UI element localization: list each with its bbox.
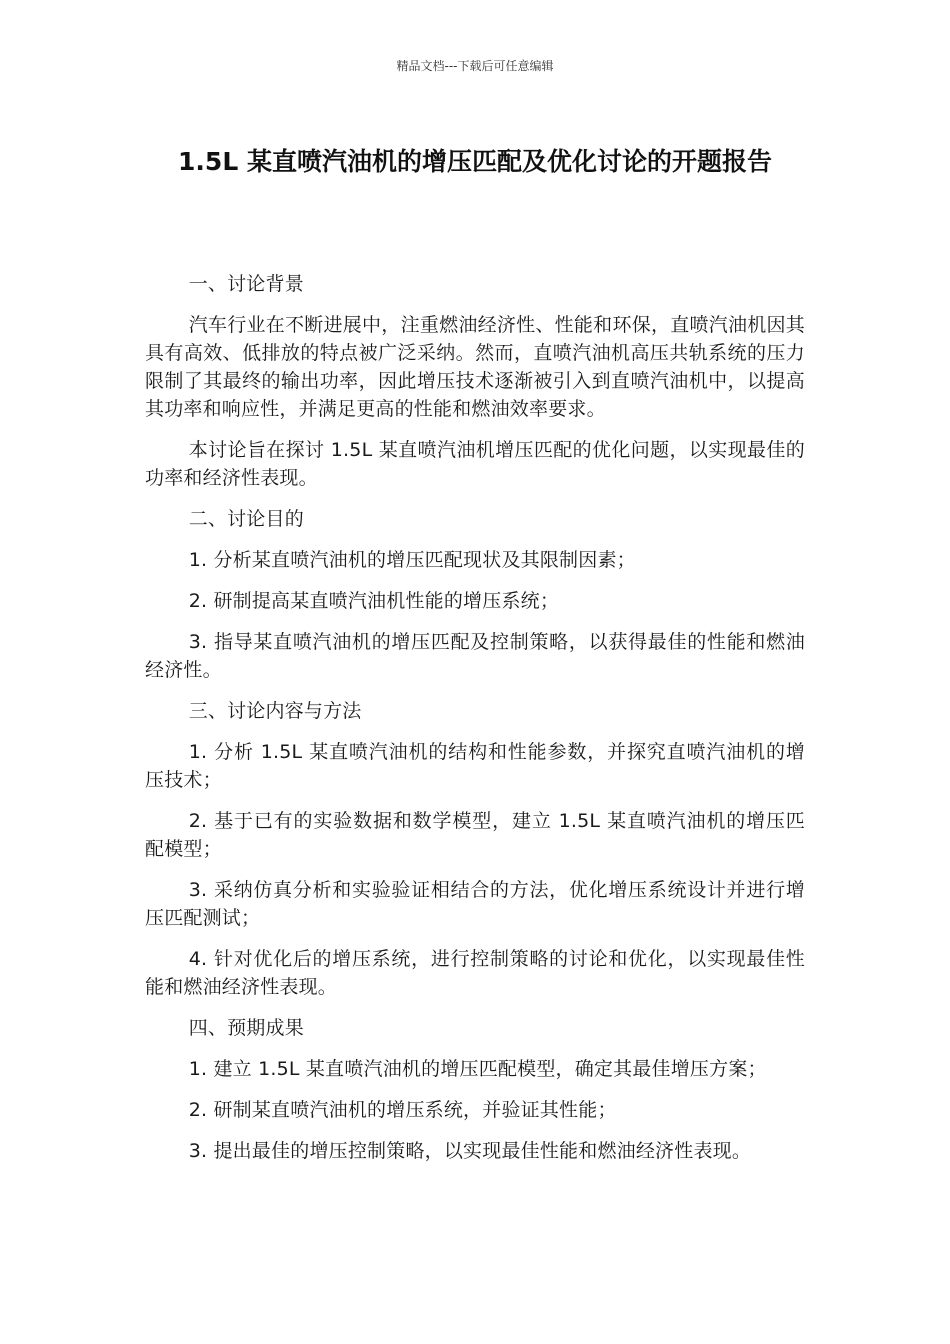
list-item: 2. 基于已有的实验数据和数学模型，建立 1.5L 某直喷汽油机的增压匹配模型； [145,810,805,860]
document-body [145,270,805,1178]
section-heading-content-methods: 三、讨论内容与方法 [188,700,362,722]
list-item: 1. 分析 1.5L 某直喷汽油机的结构和性能参数，并探究直喷汽油机的增压技术； [145,741,805,791]
list-item: 2. 研制某直喷汽油机的增压系统，并验证其性能； [188,1099,617,1121]
list-item: 4. 针对优化后的增压系统，进行控制策略的讨论和优化，以实现最佳性能和燃油经济性表现。 [145,948,805,998]
list-item: 3. 提出最佳的增压控制策略，以实现最佳性能和燃油经济性表现。 [188,1140,752,1162]
paragraph-research-aim: 本讨论旨在探讨 1.5L 某直喷汽油机增压匹配的优化问题，以实现最佳的功率和经济性表现。 [145,439,805,489]
section-heading-objectives: 二、讨论目的 [188,508,304,530]
document-title: 1.5L 某直喷汽油机的增压匹配及优化讨论的开题报告 [178,147,772,176]
list-item: 1. 分析某直喷汽油机的增压匹配现状及其限制因素； [188,549,636,571]
section-heading-background: 一、讨论背景 [188,273,304,295]
list-item: 3. 采纳仿真分析和实验验证相结合的方法，优化增压系统设计并进行增压匹配测试； [145,879,805,929]
list-item: 2. 研制提高某直喷汽油机性能的增压系统； [188,590,560,612]
list-item: 3. 指导某直喷汽油机的增压匹配及控制策略，以获得最佳的性能和燃油经济性。 [145,631,805,681]
header-note: 精品文档---下载后可任意编辑 [396,59,554,73]
paragraph-background: 汽车行业在不断进展中，注重燃油经济性、性能和环保，直喷汽油机因其具有高效、低排放的特点被广泛采纳。然而，直喷汽油机高压共轨系统的压力限制了其最终的输出功率，因此增压技术逐渐被引入到直喷汽油机中，以提高其功率和响应性，并满足更高的性能和燃油效率要求。 [145,314,805,420]
list-item: 1. 建立 1.5L 某直喷汽油机的增压匹配模型，确定其最佳增压方案； [188,1058,767,1080]
section-heading-expected-results: 四、预期成果 [188,1017,304,1039]
